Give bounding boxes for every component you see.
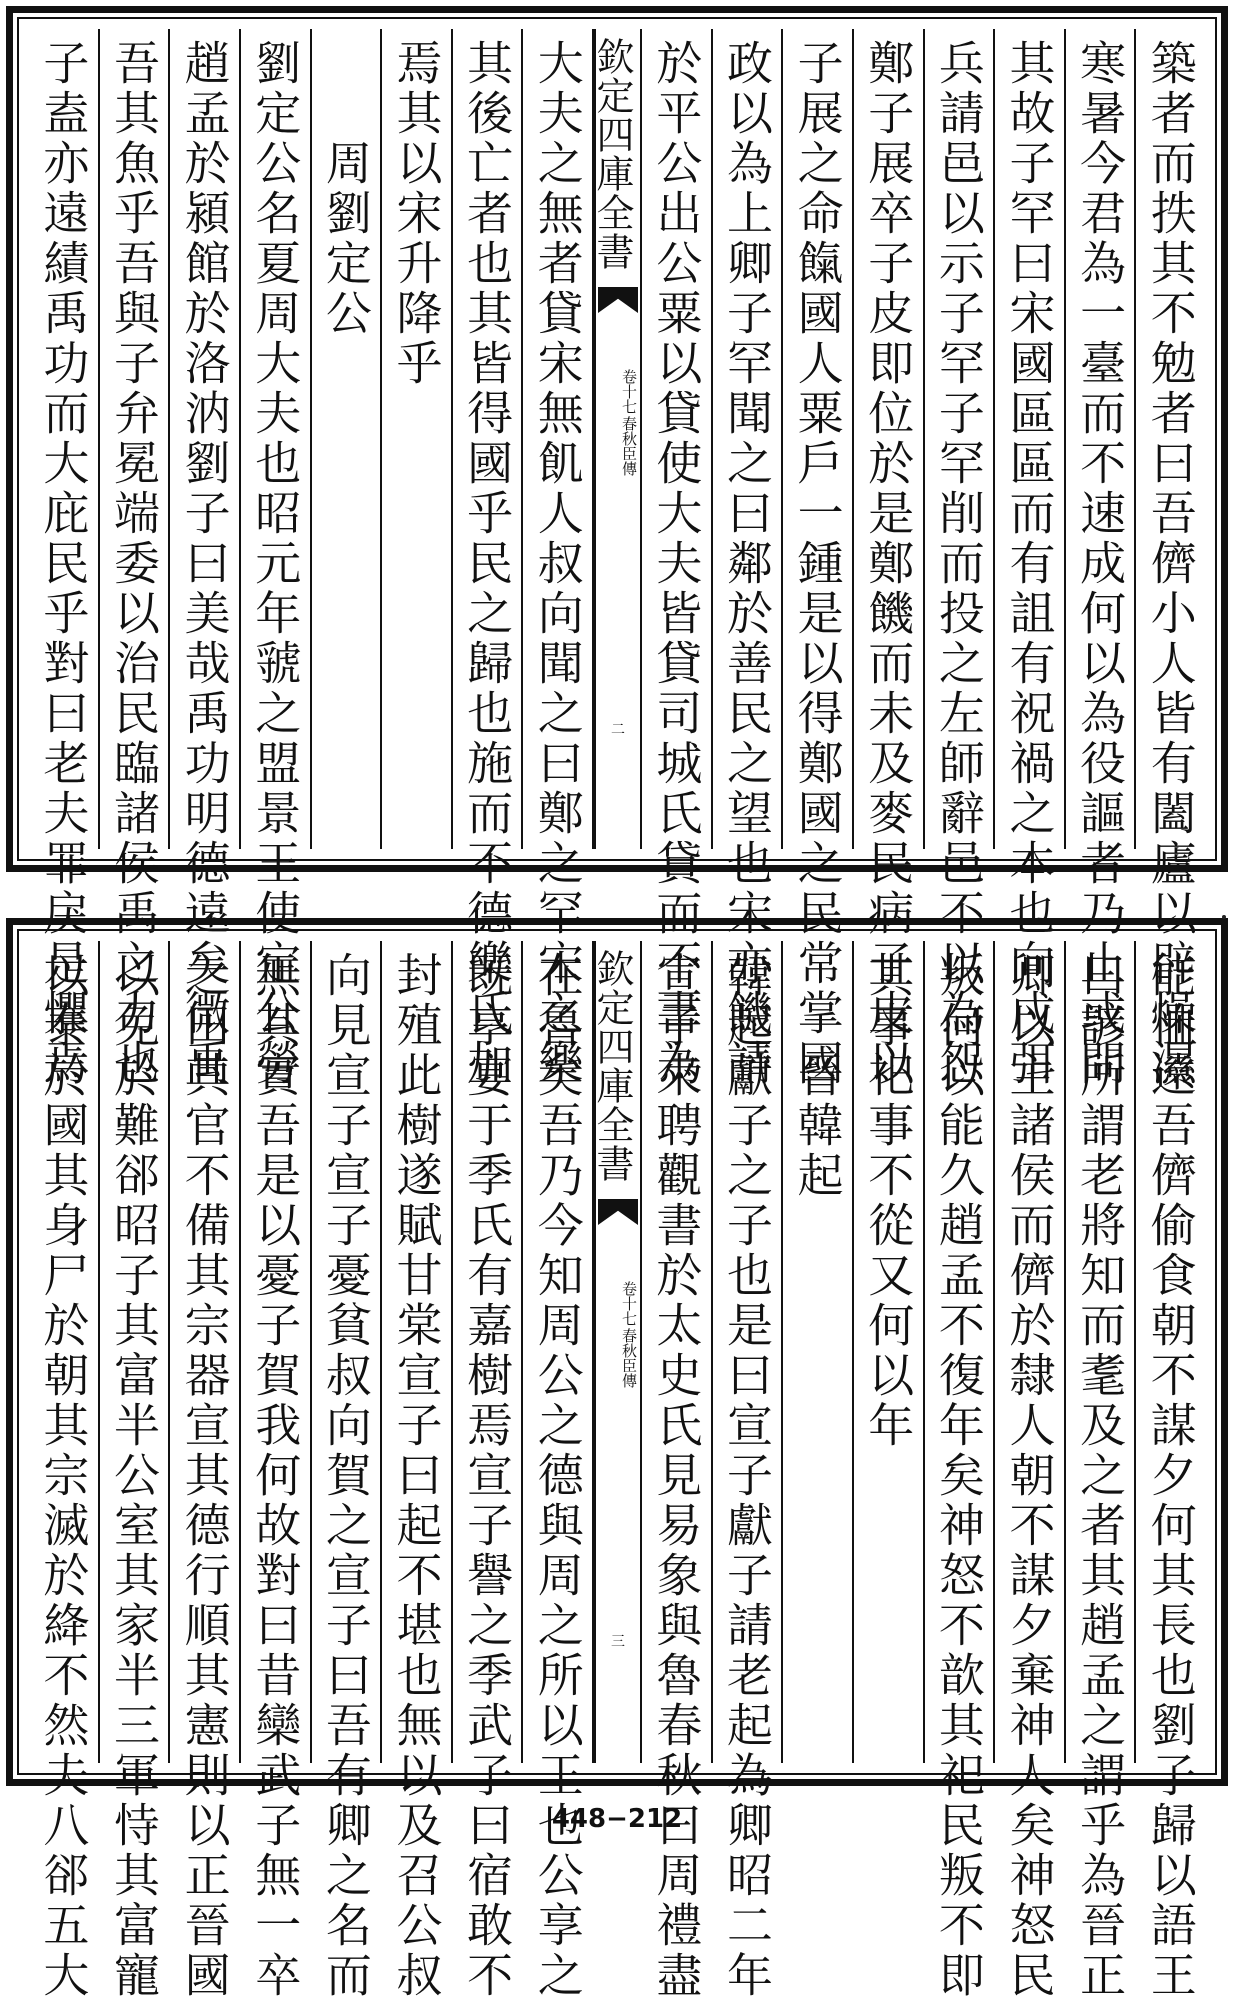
column-text: 之田其官不備其宗器宣其德行順其憲則以正晉國	[177, 951, 232, 2001]
fish-tail-mark	[598, 287, 638, 313]
column-text: 劉定公名夏周大夫也昭元年虢之盟景王使定公勞	[248, 39, 303, 1089]
column-text: 兵請邑以示子罕子罕削而投之左師辭邑不以為怨	[931, 39, 986, 1089]
top-page-columns	[29, 29, 1205, 1089]
book-title-label: 春秋臣傳	[620, 416, 638, 476]
volume-label: 卷十七	[620, 1281, 638, 1326]
column-text: 其後亡者也其皆得國乎民之歸也施而不德樂氏加	[460, 39, 515, 1089]
text-column	[382, 941, 453, 2001]
column-text: 韓起獻子之子也是曰宣子獻子請老起為卿昭二年	[719, 951, 774, 2001]
scan-speck	[1222, 915, 1226, 919]
text-column	[783, 29, 854, 1089]
section-heading: 周劉定公	[318, 139, 373, 339]
top-page-center-band	[590, 29, 642, 849]
text-column	[241, 941, 312, 2001]
center-title: 欽定四庫全書	[590, 949, 634, 1183]
section-heading-column	[783, 941, 854, 1763]
column-text: 向見宣子宣子憂貧叔向賀之宣子曰吾有卿之名而	[318, 951, 373, 2001]
column-text: 子展之命餼國人粟戶一鍾是以得鄭國之民常掌國	[790, 39, 845, 1089]
column-text: 鄭子展卒子皮即位於是鄭饑而未及麥民病子皮以	[861, 39, 916, 1089]
text-column	[713, 29, 784, 1089]
text-column	[642, 29, 713, 1089]
column-text: 宣子來聘觀書於太史氏見易象與魯春秋曰周禮盡	[649, 951, 704, 2001]
page-code: 448−212	[551, 1804, 683, 1834]
text-column	[925, 29, 996, 1089]
center-title: 欽定四庫全書	[590, 37, 634, 271]
text-column	[312, 941, 383, 2001]
text-column	[523, 29, 594, 1089]
column-text: 於平公出公粟以貸使大夫皆貸司城氏貸而不書為	[649, 39, 704, 1089]
text-column	[642, 941, 713, 2001]
column-text: 以泰於國其身尸於朝其宗滅於絳不然夫八郤五大	[36, 951, 91, 2001]
text-column	[453, 941, 524, 2001]
column-text: 其故子罕曰宋國區區而有詛有祝禍之本也向戌弭	[1002, 39, 1057, 1089]
text-column	[100, 941, 171, 2001]
section-heading: 晉韓起	[790, 1051, 845, 1201]
text-column	[170, 29, 241, 1089]
text-column	[29, 941, 100, 2001]
text-column	[1066, 941, 1137, 2001]
column-text: 無其實吾是以憂子賀我何故對曰昔欒武子無一卒	[248, 951, 303, 2001]
column-text: 叛何以能久趙孟不復年矣神怒不歆其祀民叛不即	[931, 951, 986, 2001]
volume-label: 卷十七	[620, 369, 638, 414]
section-heading-column	[312, 29, 383, 849]
text-column	[995, 941, 1066, 2001]
column-text: 寒暑今君為一臺而不速成何以為役謳者乃止或問	[1073, 39, 1128, 1089]
text-column	[453, 29, 524, 1089]
column-text: 以免於難郤昭子其富半公室其家半三軍恃其富寵	[106, 951, 161, 2001]
column-text: 子盍亦遠績禹功而大庇民乎對曰老夫罪戾是懼焉	[36, 39, 91, 1089]
column-text: 趙孟於潁館於洛汭劉子曰美哉禹功明德遠矣微禹	[177, 39, 232, 1089]
top-page-frame	[6, 6, 1228, 1089]
column-text: 封殖此樹遂賦甘棠宣子曰起不堪也無以及召公叔	[389, 951, 444, 2001]
center-subtitle-block	[596, 1281, 640, 1388]
column-text: 政以為上卿子罕聞之曰鄰於善民之望也宋亦饑請	[719, 39, 774, 1089]
column-text: 築者而抶其不勉者曰吾儕小人皆有闔廬以辟燥濕	[1143, 39, 1198, 1089]
text-column	[854, 29, 925, 1089]
column-text: 在魯矣吾乃今知周公之德與周之所以王也公享之	[530, 951, 585, 2001]
folio-number: 二	[611, 722, 625, 738]
column-text: 大夫之無者貸宋無飢人叔向聞之曰鄭之罕宋之樂	[530, 39, 585, 1089]
column-text: 能恤遠吾儕偷食朝不謀夕何其長也劉子歸以語王	[1143, 951, 1198, 2001]
text-column	[29, 29, 100, 1089]
folio-number: 三	[611, 1634, 625, 1650]
column-text: 吾其魚乎吾與子弁冕端委以治民臨諸侯禹之力也	[106, 39, 161, 1089]
text-column	[241, 29, 312, 1089]
text-column	[170, 941, 241, 2001]
bottom-page-center-band	[590, 941, 642, 1763]
column-text: 焉其以宋升降乎	[389, 39, 444, 389]
column-text: 曰諺所謂老將知而耄及之者其趙孟之謂乎為晉正	[1073, 951, 1128, 2001]
text-column	[995, 29, 1066, 1089]
center-subtitle-block	[596, 369, 640, 476]
text-column	[1136, 941, 1205, 2001]
column-text: 既享宴于季氏有嘉樹焉宣子譽之季武子曰宿敢不	[460, 951, 515, 2001]
text-column	[523, 941, 594, 2001]
text-column	[1066, 29, 1137, 1089]
fish-tail-mark	[598, 1199, 638, 1225]
column-text: 卿以主諸侯而儕於隸人朝不謀夕棄神人矣神怒民	[1002, 951, 1057, 2001]
column-text: 其事祀事不從又何以年	[861, 951, 916, 1451]
text-column	[382, 29, 453, 849]
text-column	[854, 941, 925, 1763]
book-title-label: 春秋臣傳	[620, 1328, 638, 1388]
text-column	[925, 941, 996, 2001]
text-column	[100, 29, 171, 1089]
text-column	[713, 941, 784, 2001]
text-column	[1136, 29, 1205, 1089]
